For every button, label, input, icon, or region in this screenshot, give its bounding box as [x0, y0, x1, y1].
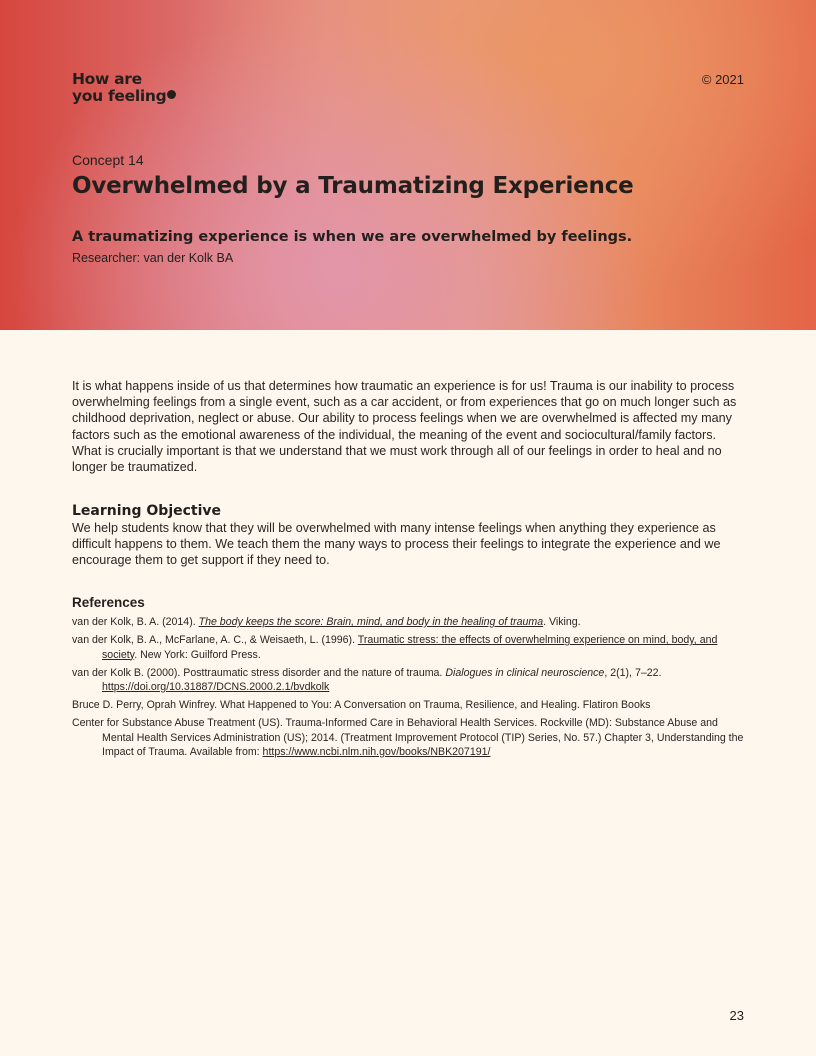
- concept-label: Concept 14: [72, 152, 144, 168]
- reference-authors: van der Kolk, B. A. (2014).: [72, 616, 199, 628]
- reference-tail: . Viking.: [543, 616, 581, 628]
- reference-tail: . New York: Guilford Press.: [134, 648, 261, 661]
- reference-doi-link[interactable]: https://doi.org/10.31887/DCNS.2000.2.1/bvdkolk: [102, 681, 330, 693]
- reference-url-link[interactable]: https://www.ncbi.nlm.nih.gov/books/NBK207191/: [262, 746, 491, 758]
- reference-item: [72, 633, 748, 662]
- logo-line-1: How are: [72, 70, 142, 88]
- logo-dot-icon: [167, 90, 176, 99]
- page-number: 23: [729, 1008, 744, 1023]
- reference-journal: Dialogues in clinical neuroscience: [445, 666, 605, 679]
- reference-link[interactable]: Traumatic stress: the effects of overwhelming experience on mind, body, and society: [102, 634, 718, 661]
- reference-authors: van der Kolk B. (2000). Posttraumatic stress disorder and the nature of trauma.: [72, 666, 446, 679]
- reference-item: [72, 615, 748, 630]
- logo-line-2: you feeling: [72, 87, 167, 105]
- header-banner: [0, 0, 816, 330]
- subtitle: A traumatizing experience is when we are overwhelmed by feelings.: [72, 229, 633, 245]
- references-list: [72, 615, 748, 763]
- body-paragraph: It is what happens inside of us that determines how traumatic an experience is for us! Trauma is our inability to process overwhelming feelings from a single event, such as a car accident, or from experiences that go on much longer such as childhood deprivation, neglect or abuse. Our ability to process feelings when we are overwhelmed is affected my many factors such as the emotional awareness of the individual, the meaning of the event and sociocultural/family factors. What is crucially important is that we understand that we must work through all of our feelings in order to heal and no longer be traumatized.: [72, 379, 737, 475]
- reference-tail: , 2(1), 7–22.: [604, 666, 662, 679]
- researcher: Researcher: van der Kolk BA: [72, 251, 234, 265]
- reference-authors: van der Kolk, B. A., McFarlane, A. C., & Weisaeth, L. (1996).: [72, 634, 358, 646]
- logo: [72, 71, 176, 105]
- page-title: Overwhelmed by a Traumatizing Experience: [72, 173, 634, 199]
- reference-text: Bruce D. Perry, Oprah Winfrey. What Happened to You: A Conversation on Trauma, Resilience, and Healing. Flatiron Books: [72, 699, 651, 711]
- references-heading: References: [72, 595, 145, 610]
- learning-objective-heading: Learning Objective: [72, 503, 222, 519]
- copyright: © 2021: [701, 72, 744, 87]
- reference-item: [72, 716, 748, 760]
- reference-item: [72, 698, 748, 713]
- reference-item: [72, 666, 748, 695]
- reference-text: Center for Substance Abuse Treatment (US). Trauma-Informed Care in Behavioral Health Services. Rockville (MD): Substance Abuse and Mental Health Services Administration (US); 2014. (Treatment Improvement Protocol (TIP) Series, No. 57.) Chapter 3, Understanding the Impact of Trauma. Available from:: [72, 717, 744, 758]
- learning-objective-text: We help students know that they will be overwhelmed with many intense feelings when anything they experience as difficult happens to them. We teach them the many ways to process their feelings to integrate the experience and we encourage them to get support if they need to.: [72, 521, 721, 568]
- reference-link[interactable]: The body keeps the score: Brain, mind, and body in the healing of trauma: [198, 616, 544, 628]
